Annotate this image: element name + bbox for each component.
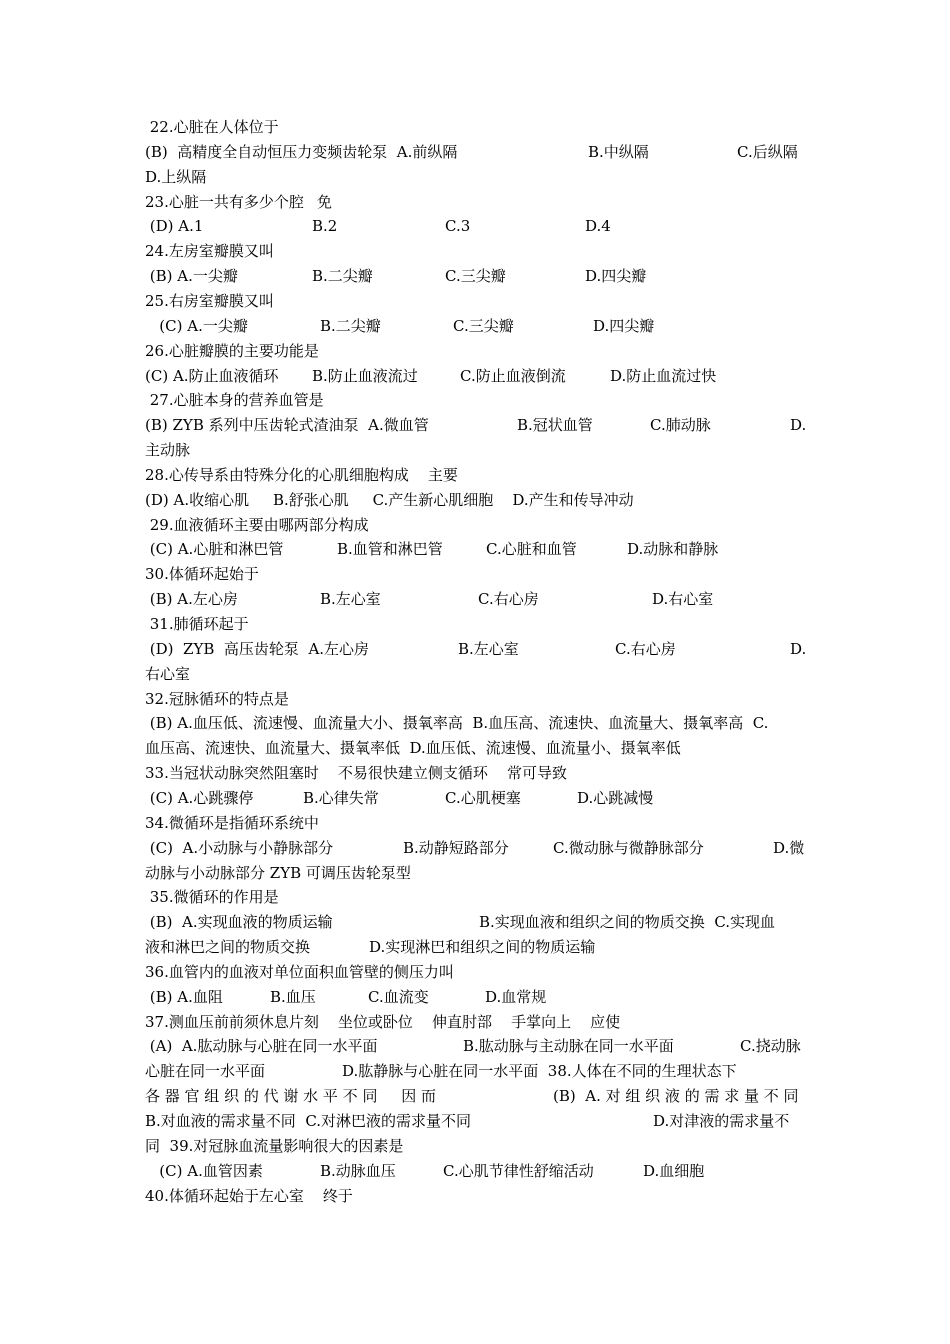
text-segment: 同 39.对冠脉血流量影响很大的因素是 [145,1136,404,1155]
text-segment: B.动静短路部分 [403,838,509,857]
text-segment: 29.血液循环主要由哪两部分构成 [145,515,369,534]
text-segment: C.后纵隔 [737,142,798,161]
text-segment: B.对血液的需求量不同 C.对淋巴液的需求量不同 [145,1112,472,1130]
text-segment: (B) A.左心房 [145,590,238,609]
text-segment: B.左心室 [458,639,519,658]
text-segment: C.血流变 [368,987,429,1006]
text-segment: D.血细胞 [643,1161,705,1180]
text-segment: (B) A.血阻 [145,987,223,1006]
text-segment: C.心脏和血管 [486,540,577,559]
text-segment: 主动脉 [145,441,191,460]
text-segment: C.挠动脉 [740,1037,801,1056]
text-segment: B.左心室 [320,590,381,609]
text-segment: D.血常规 [485,987,547,1006]
text-segment: B.二尖瓣 [312,267,373,286]
text-segment: D.动脉和静脉 [627,540,719,559]
text-segment: D.防止血流过快 [610,366,717,385]
text-segment: 24.左房室瓣膜又叫 [145,242,274,261]
text-segment: B.动脉血压 [320,1161,396,1180]
text-segment: (C) A.心脏和淋巴管 [145,540,284,559]
text-segment: C.右心房 [615,639,676,658]
text-segment: D.对津液的需求量不 [653,1112,790,1130]
text-segment: D.实现淋巴和组织之间的物质运输 [369,938,596,957]
text-segment: B.防止血液流过 [312,366,418,385]
text-segment: 36.血管内的血液对单位面积血管壁的侧压力叫 [145,962,454,981]
text-segment: (A) A.肱动脉与心脏在同一水平面 [145,1037,378,1056]
text-segment: (C) A.心跳骤停 [145,788,254,807]
text-segment: (B) A.血压低、流速慢、血流量大小、摄氧率高 B.血压高、流速快、血流量大、摄氧率高 C. [145,714,769,733]
text-segment: C.右心房 [478,590,539,609]
text-segment: B.血管和淋巴管 [337,540,443,559]
text-segment: C.心肌节律性舒缩活动 [443,1161,594,1180]
text-segment: 液和淋巴之间的物质交换 [145,938,311,957]
text-segment: 心脏在同一水平面 [145,1062,266,1081]
text-segment: B.实现血液和组织之间的物质交换 C.实现血 [479,913,776,932]
text-segment: 右心室 [145,664,191,683]
text-segment: D. [790,416,807,435]
text-segment: 34.微循环是指循环系统中 [145,813,319,832]
text-segment: D. [790,639,807,658]
text-segment: D.心跳减慢 [577,788,654,807]
text-segment: 26.心脏瓣膜的主要功能是 [145,341,319,360]
text-segment: 37.测血压前前须休息片刻 坐位或卧位 伸直肘部 手掌向上 应使 [145,1012,621,1031]
text-segment: 22.心脏在人体位于 [145,118,279,136]
text-segment: B.二尖瓣 [320,316,381,335]
text-segment: D.四尖瓣 [593,316,655,335]
text-segment: D.上纵隔 [145,167,207,186]
text-segment: B.肱动脉与主动脉在同一水平面 [463,1037,674,1056]
text-segment: D.4 [585,217,611,236]
text-segment: 血压高、流速快、血流量大、摄氧率低 D.血压低、流速慢、血流量小、摄氧率低 [145,739,681,758]
text-segment: (C) A.防止血液循环 [145,366,279,385]
text-segment: (B) A. 对 组 织 液 的 需 求 量 不 同 [553,1087,799,1106]
text-segment: C.三尖瓣 [445,267,506,286]
text-segment: 27.心脏本身的营养血管是 [145,391,324,410]
text-segment: (C) A.小动脉与小静脉部分 [145,838,334,857]
text-segment: (D) A.1 [145,217,204,236]
text-segment: C.三尖瓣 [453,316,514,335]
text-segment: 23.心脏一共有多少个腔 [145,192,304,211]
text-segment: 33.当冠状动脉突然阻塞时 不易很快建立侧支循环 常可导致 [145,764,568,783]
text-segment: D.右心室 [652,590,714,609]
text-segment: (B) A.一尖瓣 [145,267,238,286]
text-segment: D.微 [773,838,805,857]
text-segment: (D) A.收缩心肌 B.舒张心肌 C.产生新心肌细胞 D.产生和传导冲动 [145,490,634,509]
text-segment: 35.微循环的作用是 [145,888,279,907]
text-segment: D.四尖瓣 [585,267,647,286]
text-segment: C.心肌梗塞 [445,788,521,807]
text-segment: C.肺动脉 [650,416,711,435]
text-segment: B.2 [312,217,338,236]
text-segment: B.中纵隔 [588,142,649,161]
text-segment: (B) A.实现血液的物质运输 [145,913,333,932]
text-segment: (C) A.一尖瓣 [145,316,248,335]
text-segment: 动脉与小动脉部分 ZYB 可调压齿轮泵型 [145,863,411,882]
text-segment: (B) 高精度全自动恒压力变频齿轮泵 A.前纵隔 [145,142,458,161]
text-segment: 40.体循环起始于左心室 终于 [145,1186,353,1205]
text-segment: 30.体循环起始于 [145,565,259,584]
text-segment: 各 器 官 组 织 的 代 谢 水 平 不 同 因 而 [145,1087,437,1106]
text-segment: D.肱静脉与心脏在同一水平面 38.人体在不同的生理状态下 [342,1062,737,1081]
text-segment: B.冠状血管 [517,416,593,435]
text-segment: 25.右房室瓣膜又叫 [145,291,274,310]
text-segment: (D) ZYB 高压齿轮泵 A.左心房 [145,639,370,658]
text-segment: B.心律失常 [303,788,379,807]
text-segment: (B) ZYB 系列中压齿轮式渣油泵 A.微血管 [145,416,429,435]
text-segment: 32.冠脉循环的特点是 [145,689,289,708]
text-segment: B.血压 [270,987,316,1006]
text-segment: 28.心传导系由特殊分化的心肌细胞构成 主要 [145,465,458,484]
text-segment: C.防止血液倒流 [460,366,566,385]
text-segment: 31.肺循环起于 [145,615,249,633]
text-segment: (C) A.血管因素 [145,1161,263,1180]
text-segment: C.微动脉与微静脉部分 [553,838,704,857]
text-segment: C.3 [445,217,471,236]
text-segment: 免 [317,192,333,211]
